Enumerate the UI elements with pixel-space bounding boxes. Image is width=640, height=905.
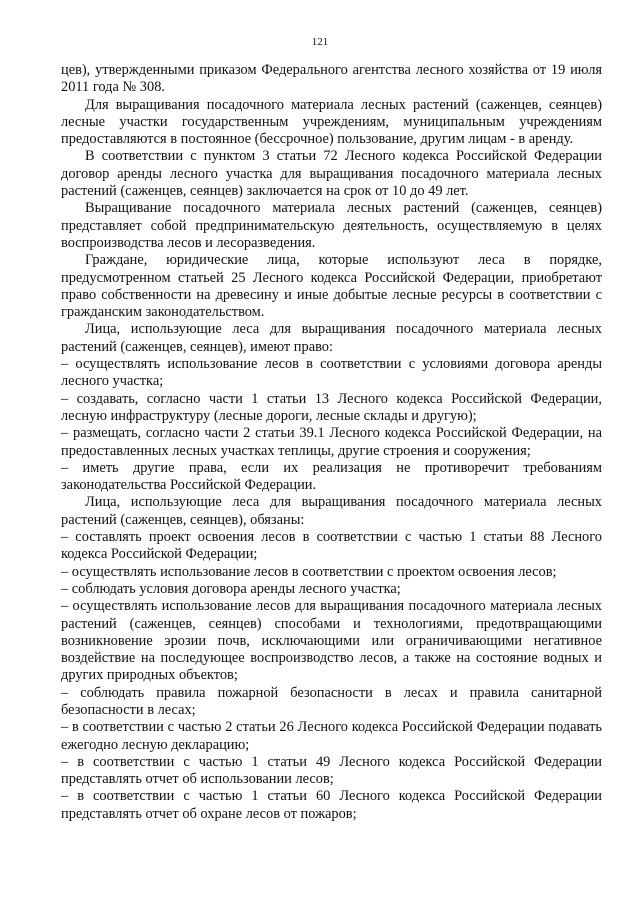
paragraph: Граждане, юридические лица, которые используют леса в порядке, предусмотренном статьей 25 Лесного кодекса Российской Федерации, приобретают право собственности на древесину и иные добытые лесные ресурсы в соответствии с гражданским законодательством.: [61, 252, 602, 321]
list-item: – соблюдать условия договора аренды лесного участка;: [61, 580, 401, 597]
list-item: – размещать, согласно части 2 статьи 39.1 Лесного кодекса Российской Федерации, на предоставленных лесных участках теплицы, другие строения и сооружения;: [61, 425, 602, 459]
list-item: – в соответствии с частью 1 статьи 49 Лесного кодекса Российской Федерации представлять отчет об использовании лесов;: [61, 753, 602, 788]
list-item: – в соответствии с частью 1 статьи 60 Лесного кодекса Российской Федерации представлять отчет об охране лесов от пожаров;: [61, 788, 602, 822]
list-item: – осуществлять использование лесов в соответствии с проектом освоения лесов;: [61, 563, 557, 580]
list-item: – осуществлять использование лесов в соответствии с условиями договора аренды лесного участка;: [61, 356, 602, 390]
paragraph: В соответствии с пунктом 3 статьи 72 Лесного кодекса Российской Федерации договор аренды лесного участка для выращивания посадочного материала лесных растений (саженцев, сеянцев) заключается на срок от 10 до 49 лет.: [61, 148, 602, 200]
list-item: – осуществлять использование лесов для выращивания посадочного материала лесных растений (саженцев, сеянцев) способами и технологиями, предотвращающими возникновение эрозии почв, исключающими или ограничивающими негативное воздействие на последующее воспроизводство лесов, а также на состояние водных и других природных объектов;: [61, 598, 602, 684]
list-item: – соблюдать правила пожарной безопасности в лесах и правила санитарной безопасности в лесах;: [61, 684, 602, 718]
list-item: – иметь другие права, если их реализация не противоречит требованиям законодательства Российской Федерации.: [61, 459, 602, 494]
paragraph: цев), утвержденными приказом Федерального агентства лесного хозяйства от 19 июля 2011 года № 308.: [61, 62, 602, 96]
document-body: [61, 62, 602, 823]
list-item: – составлять проект освоения лесов в соответствии с частью 1 статьи 88 Лесного кодекса Российской Федерации;: [61, 529, 602, 563]
list-item: – создавать, согласно части 1 статьи 13 Лесного кодекса Российской Федерации, лесную инфраструктуру (лесные дороги, лесные склады и другую);: [61, 390, 602, 424]
paragraph: Лица, использующие леса для выращивания посадочного материала лесных растений (саженцев, сеянцев), имеют право:: [61, 321, 602, 355]
page-number: 121: [311, 36, 329, 48]
paragraph: Выращивание посадочного материала лесных растений (саженцев, сеянцев) представляет собой предпринимательскую деятельность, осуществляемую в целях воспроизводства лесов и лесоразведения.: [61, 200, 602, 251]
paragraph: Лица, использующие леса для выращивания посадочного материала лесных растений (саженцев, сеянцев), обязаны:: [61, 494, 602, 528]
paragraph: Для выращивания посадочного материала лесных растений (саженцев, сеянцев) лесные участки государственным учреждениям, муниципальным учреждениям предоставляются в постоянное (бессрочное) пользование, другим лицам - в аренду.: [61, 96, 602, 148]
list-item: – в соответствии с частью 2 статьи 26 Лесного кодекса Российской Федерации подавать ежегодно лесную декларацию;: [61, 719, 602, 753]
